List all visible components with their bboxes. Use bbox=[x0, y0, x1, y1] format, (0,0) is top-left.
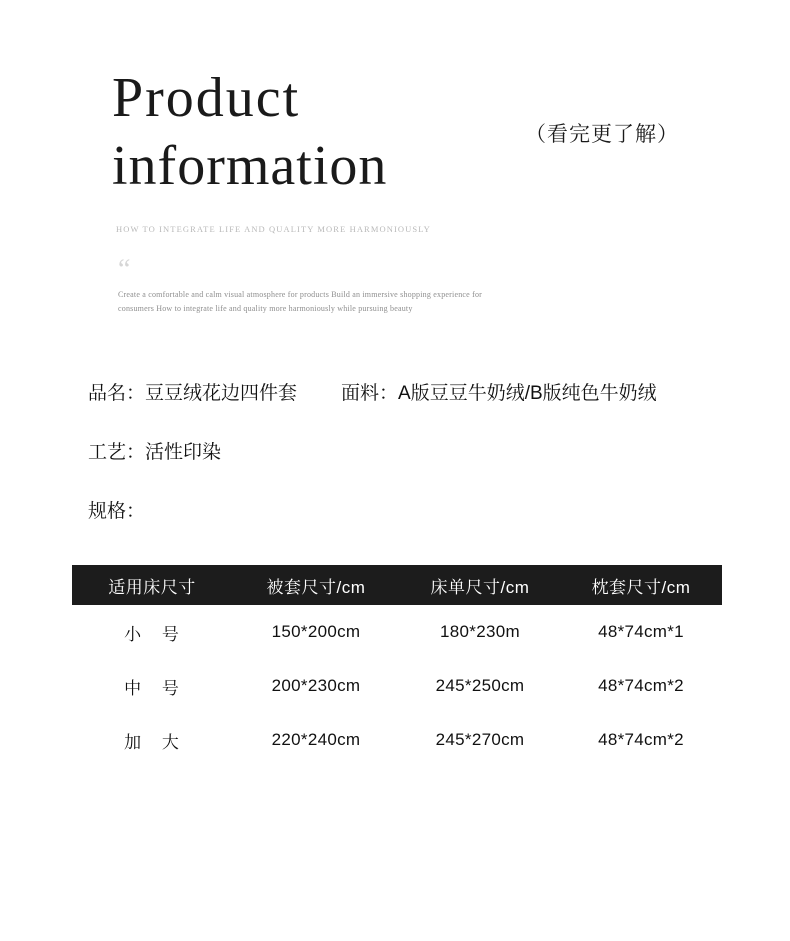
header-section bbox=[0, 0, 790, 316]
spec-label: 规格： bbox=[88, 501, 146, 522]
table-cell-sheet: 180*230m bbox=[440, 622, 520, 641]
table-cell-duvet: 200*230cm bbox=[271, 676, 361, 695]
table-cell-duvet: 220*240cm bbox=[271, 730, 361, 749]
table-cell-size-name: 中 号 bbox=[124, 678, 187, 698]
table-header-cell: 枕套尺寸/cm bbox=[560, 565, 722, 605]
size-table-wrapper bbox=[0, 565, 790, 767]
paren-note: （看完更了解） bbox=[525, 123, 679, 146]
table-cell-pillow: 48*74cm*2 bbox=[598, 676, 684, 695]
table-cell-sheet: 245*250cm bbox=[435, 676, 525, 695]
table-header-cell: 被套尺寸/cm bbox=[232, 565, 400, 605]
table-cell-duvet: 150*200cm bbox=[271, 622, 361, 641]
spec-product-name: 品名：豆豆绒花边四件套 bbox=[88, 383, 298, 404]
specs-section bbox=[0, 378, 790, 523]
table-cell-pillow: 48*74cm*2 bbox=[598, 730, 684, 749]
page-title bbox=[112, 67, 532, 197]
spec-row-craft bbox=[88, 437, 790, 464]
table-cell-size-name: 小 号 bbox=[124, 624, 187, 644]
spec-craft: 工艺：活性印染 bbox=[88, 442, 222, 463]
title-line-1: Product bbox=[112, 67, 301, 129]
table-cell-sheet: 245*270cm bbox=[435, 730, 525, 749]
size-table bbox=[72, 565, 722, 767]
table-row bbox=[72, 713, 722, 767]
table-row bbox=[72, 605, 722, 659]
table-header-cell: 床单尺寸/cm bbox=[400, 565, 560, 605]
table-row bbox=[72, 659, 722, 713]
quote-block bbox=[118, 254, 538, 316]
spec-row-name-fabric bbox=[88, 378, 790, 405]
subtitle-english: HOW TO INTEGRATE LIFE AND QUALITY MORE HARMONIOUSLY bbox=[116, 224, 431, 234]
quote-text: Create a comfortable and calm visual atmosphere for products Build an immersive shopping experience for consumers How to integrate life and quality more harmoniously while pursuing beauty bbox=[118, 290, 483, 313]
spec-row-spec-label bbox=[88, 496, 790, 523]
spec-fabric: 面料：A版豆豆牛奶绒/B版纯色牛奶绒 bbox=[341, 383, 657, 404]
quote-mark-icon: “ bbox=[118, 254, 131, 285]
table-cell-size-name: 加 大 bbox=[124, 732, 187, 752]
title-line-2: information bbox=[112, 135, 388, 197]
table-cell-pillow: 48*74cm*1 bbox=[598, 622, 684, 641]
table-header-row bbox=[72, 565, 722, 605]
table-header-cell: 适用床尺寸 bbox=[72, 565, 232, 605]
